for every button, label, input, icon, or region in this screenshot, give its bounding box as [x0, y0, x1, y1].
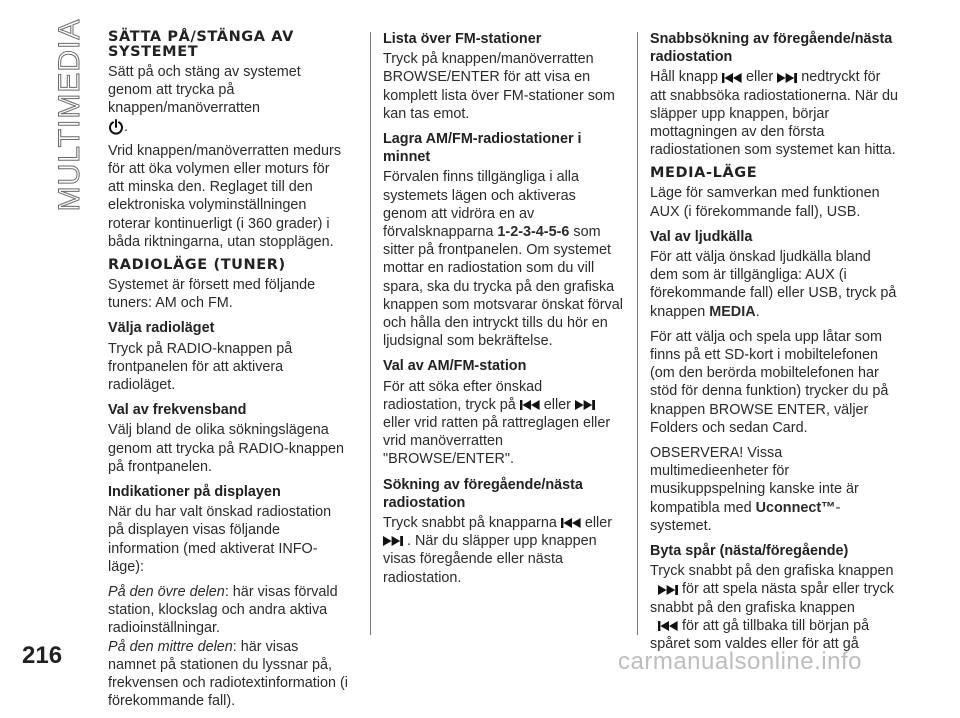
heading-change-track: Byta spår (nästa/föregående)	[650, 543, 849, 560]
paragraph-search-station: Tryck snabbt på knapparna eller . När du släpper upp knappen visas föregående eller nästa radiostation.	[383, 515, 613, 586]
paragraph-tuners: Systemet är försett med följande tuners: AM och FM.	[108, 277, 316, 312]
paragraph-display-top: På den övre delen: här visas förvald station, klockslag och andra aktiva radioinställningar.	[108, 584, 338, 637]
heading-search-station: Sökning av föregående/nästa radiostation	[383, 476, 583, 511]
paragraph-system-power: Sätt på och stäng av systemet genom att trycka på knappen/manöverratten .	[108, 64, 301, 135]
heading-am-fm-station: Val av AM/FM-station	[383, 358, 527, 375]
heading-fm-list: Lista över FM-stationer	[383, 31, 542, 47]
paragraph-compatibility-note: OBSERVERA! Vissa multimedieenheter för musikuppspelning kanske inte är kompatibla med Uconnect™-systemet.	[650, 445, 859, 534]
paragraph-frequency-band: Välj bland de olika sökningslägena genom att trycka på RADIO-knappen på frontpanelen.	[108, 422, 344, 475]
heading-select-radio: Välja radioläget	[108, 320, 215, 337]
column-3	[650, 30, 900, 660]
paragraph-select-radio: Tryck på RADIO-knappen på frontpanelen för att aktivera radioläget.	[108, 340, 293, 394]
skip-next-icon	[383, 536, 403, 546]
column-1	[108, 30, 348, 718]
heading-media-mode: MEDIA-LÄGE	[650, 165, 758, 182]
heading-audio-source: Val av ljudkälla	[650, 228, 753, 245]
skip-next-icon	[658, 585, 678, 595]
paragraph-change-track: Tryck snabbt på den grafiska knappen för att spela nästa spår eller tryck snabbt på den grafiska knappen för att gå tillbaka till början på spåret som valdes eller för att gå	[650, 563, 894, 653]
skip-previous-icon	[520, 400, 540, 410]
paragraph-display-middle: På den mittre delen: här visas namnet på stationen du lyssnar på, frekvensen och radiotextinformation (i förekommande fall).	[108, 638, 348, 710]
column-divider	[370, 32, 371, 635]
power-icon	[108, 119, 124, 135]
paragraph-display-indications: När du har valt önskad radiostation på displayen visas följande information (med aktiverat INFO-läge):	[108, 504, 332, 575]
paragraph-media-mode: Läge för samverkan med funktionen AUX (i förekommande fall), USB.	[650, 185, 880, 220]
paragraph-volume: Vrid knappen/manöverratten medurs för att öka volymen eller moturs för att minska den. Reglaget till den elektroniska volyminställningen roterar kontinuerligt (i 360 grader) i båda riktningarna, utan stopplägen.	[108, 142, 342, 250]
heading-store-stations: Lagra AM/FM-radiostationer i minnet	[383, 131, 582, 166]
paragraph-fm-list: Tryck på knappen/manöverratten BROWSE/ENTER för att visa en komplett lista över FM-stationer som kan tas emot.	[383, 51, 615, 122]
paragraph-store-stations: Förvalen finns tillgängliga i alla systemets lägen och aktiveras genom att vidröra en av förvalsknapparna 1-2-3-4-5-6 som sitter på frontpanelen. Om systemet mottar en radiostation som du vill spara, ska du trycka på den grafiska knappen som motsvarar önskat förval och hålla den intryckt tills du hör en ljudsignal som bekräftelse.	[383, 169, 623, 350]
section-side-label: MULTIMEDIA	[53, 18, 86, 212]
paragraph-fast-search: Håll knapp eller nedtryckt för att snabbsöka radiostationerna. När du släpper upp knappen, börjar mottagningen av den första radiostationen som systemet kan hitta.	[650, 69, 898, 159]
paragraph-audio-source: För att välja önskad ljudkälla bland dem som är tillgängliga: AUX (i förekommande fall) eller USB, tryck på knappen MEDIA.	[650, 249, 897, 320]
skip-previous-icon	[658, 621, 678, 631]
skip-previous-icon	[722, 73, 742, 83]
paragraph-sd-card: För att välja och spela upp låtar som finns på ett SD-kort i mobiltelefonen (om den berörda mobiltelefonen har stöd för denna funktion) trycker du på knappen BROWSE ENTER, väljer Folders och sedan Card.	[650, 328, 889, 436]
heading-radio-mode: RADIOLÄGE (TUNER)	[108, 257, 286, 274]
skip-next-icon	[777, 73, 797, 83]
page-number: 216	[22, 642, 63, 669]
skip-next-icon	[575, 400, 595, 410]
heading-frequency-band: Val av frekvensband	[108, 402, 247, 419]
heading-fast-search: Snabbsökning av föregående/nästa radiostation	[650, 31, 893, 66]
heading-display-indications: Indikationer på displayen	[108, 484, 281, 501]
watermark: carmanualsonline.info	[618, 648, 862, 675]
paragraph-am-fm-station: För att söka efter önskad radiostation, tryck på eller eller vrid ratten på rattreglagen eller vrid manöverratten "BROWSE/ENTER".	[383, 378, 611, 468]
column-divider	[637, 32, 638, 635]
column-2	[383, 30, 623, 594]
heading-system-power: SÄTTA PÅ/STÄNGA AV SYSTEMET	[108, 29, 294, 60]
skip-previous-icon	[561, 518, 581, 528]
